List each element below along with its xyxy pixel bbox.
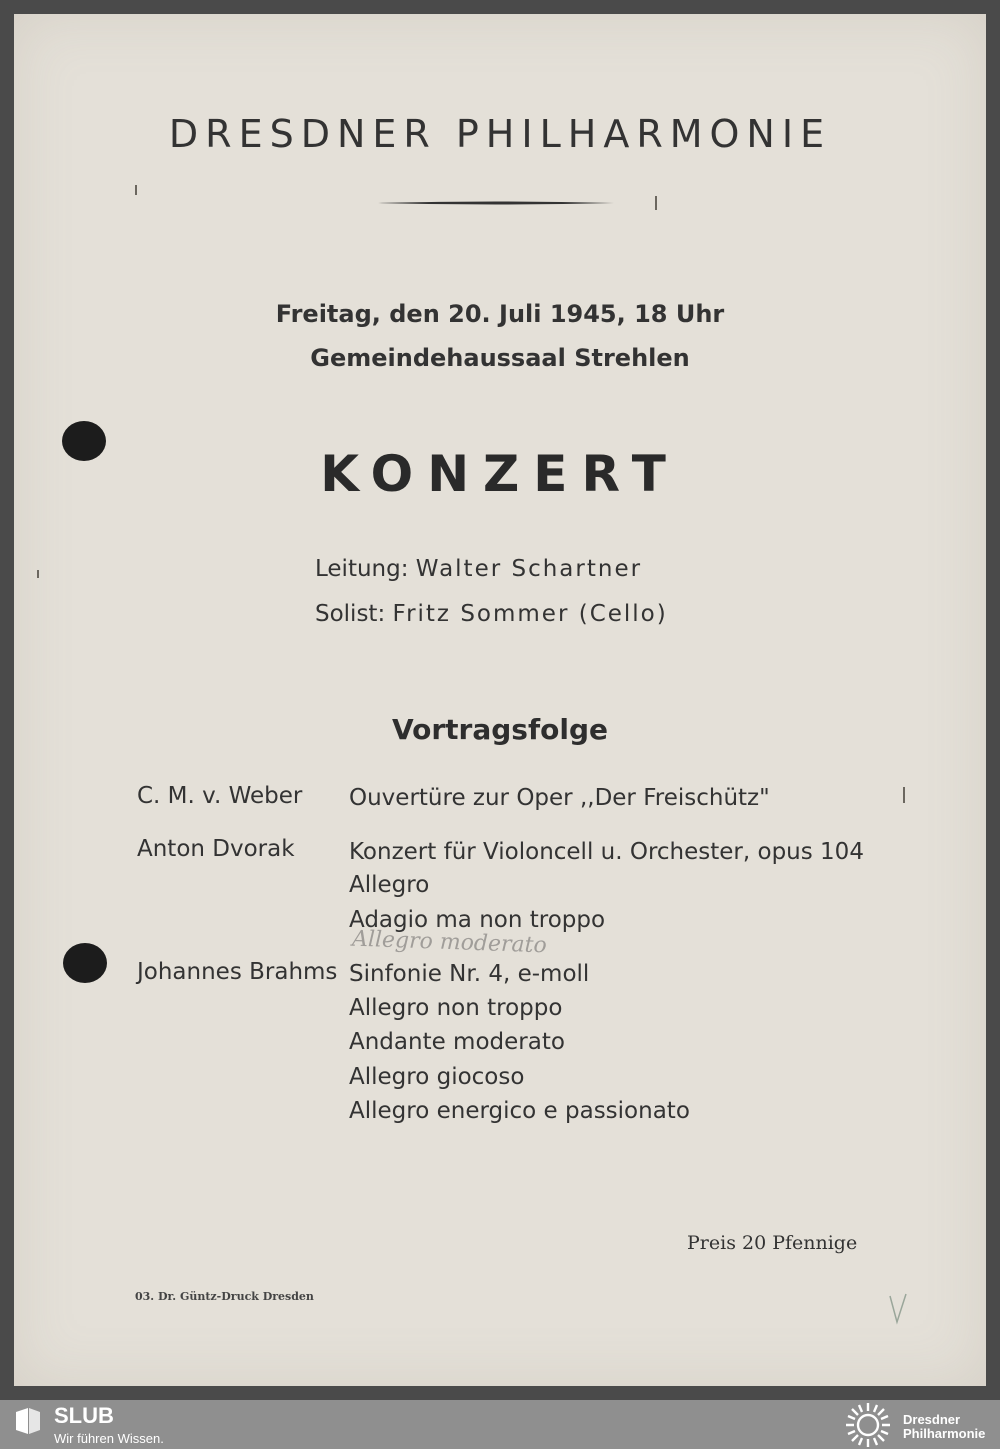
orchestra-title: DRESDNER PHILHARMONIE — [168, 112, 832, 156]
paper-speck — [37, 570, 39, 578]
conductor-label: Leitung: — [315, 556, 409, 582]
program-heading: Vortragsfolge — [391, 713, 609, 746]
price-note: Preis 20 Pfennige — [687, 1232, 858, 1254]
printer-imprint: 03. Dr. Güntz-Druck Dresden — [135, 1290, 314, 1303]
philharmonie-name-line2: Philharmonie — [903, 1426, 986, 1441]
work-item: Sinfonie Nr. 4, e-moll — [349, 961, 590, 987]
movement-item: Adagio ma non troppo — [349, 907, 606, 933]
paper-speck — [135, 185, 137, 195]
concert-venue: Gemeindehaussaal Strehlen — [310, 344, 690, 372]
paper-speck — [655, 196, 657, 210]
slub-tagline: Wir führen Wissen. — [54, 1431, 164, 1446]
philharmonie-logo-text[interactable] — [903, 1413, 985, 1441]
program-sheet — [14, 14, 986, 1386]
work-item: Ouvertüre zur Oper ,,Der Freischütz" — [349, 785, 770, 811]
philharmonie-name-line1: Dresdner — [903, 1412, 961, 1427]
title-divider — [378, 201, 614, 205]
concert-title: KONZERT — [320, 445, 680, 503]
conductor-name: Walter Schartner — [415, 556, 643, 582]
slub-logo-text[interactable]: SLUB — [54, 1403, 114, 1428]
philharmonie-sunburst-icon[interactable] — [842, 1400, 894, 1449]
work-item: Konzert für Violoncell u. Orchester, opus 104 — [349, 839, 864, 865]
soloist-label: Solist: — [315, 601, 386, 627]
paper-speck — [903, 787, 905, 803]
movement-item: Allegro — [349, 872, 430, 898]
movement-item: Allegro non troppo — [349, 995, 563, 1021]
soloist-line — [315, 601, 668, 627]
composer-brahms: Johannes Brahms — [137, 959, 338, 985]
composer-dvorak: Anton Dvorak — [137, 836, 295, 862]
movement-item: Andante moderato — [349, 1029, 565, 1055]
handwritten-annotation: Allegro moderato — [351, 926, 548, 959]
viewer-footer-bar — [0, 1400, 1000, 1449]
concert-date: Freitag, den 20. Juli 1945, 18 Uhr — [275, 300, 725, 328]
movement-item: Allegro giocoso — [349, 1064, 525, 1090]
slub-book-icon[interactable] — [14, 1406, 42, 1436]
pencil-checkmark-icon — [886, 1292, 910, 1328]
conductor-line — [315, 556, 642, 582]
composer-weber: C. M. v. Weber — [137, 783, 303, 809]
punch-hole-bottom — [63, 943, 107, 983]
soloist-name: Fritz Sommer (Cello) — [392, 601, 668, 627]
movement-item: Allegro energico e passionato — [349, 1098, 690, 1124]
